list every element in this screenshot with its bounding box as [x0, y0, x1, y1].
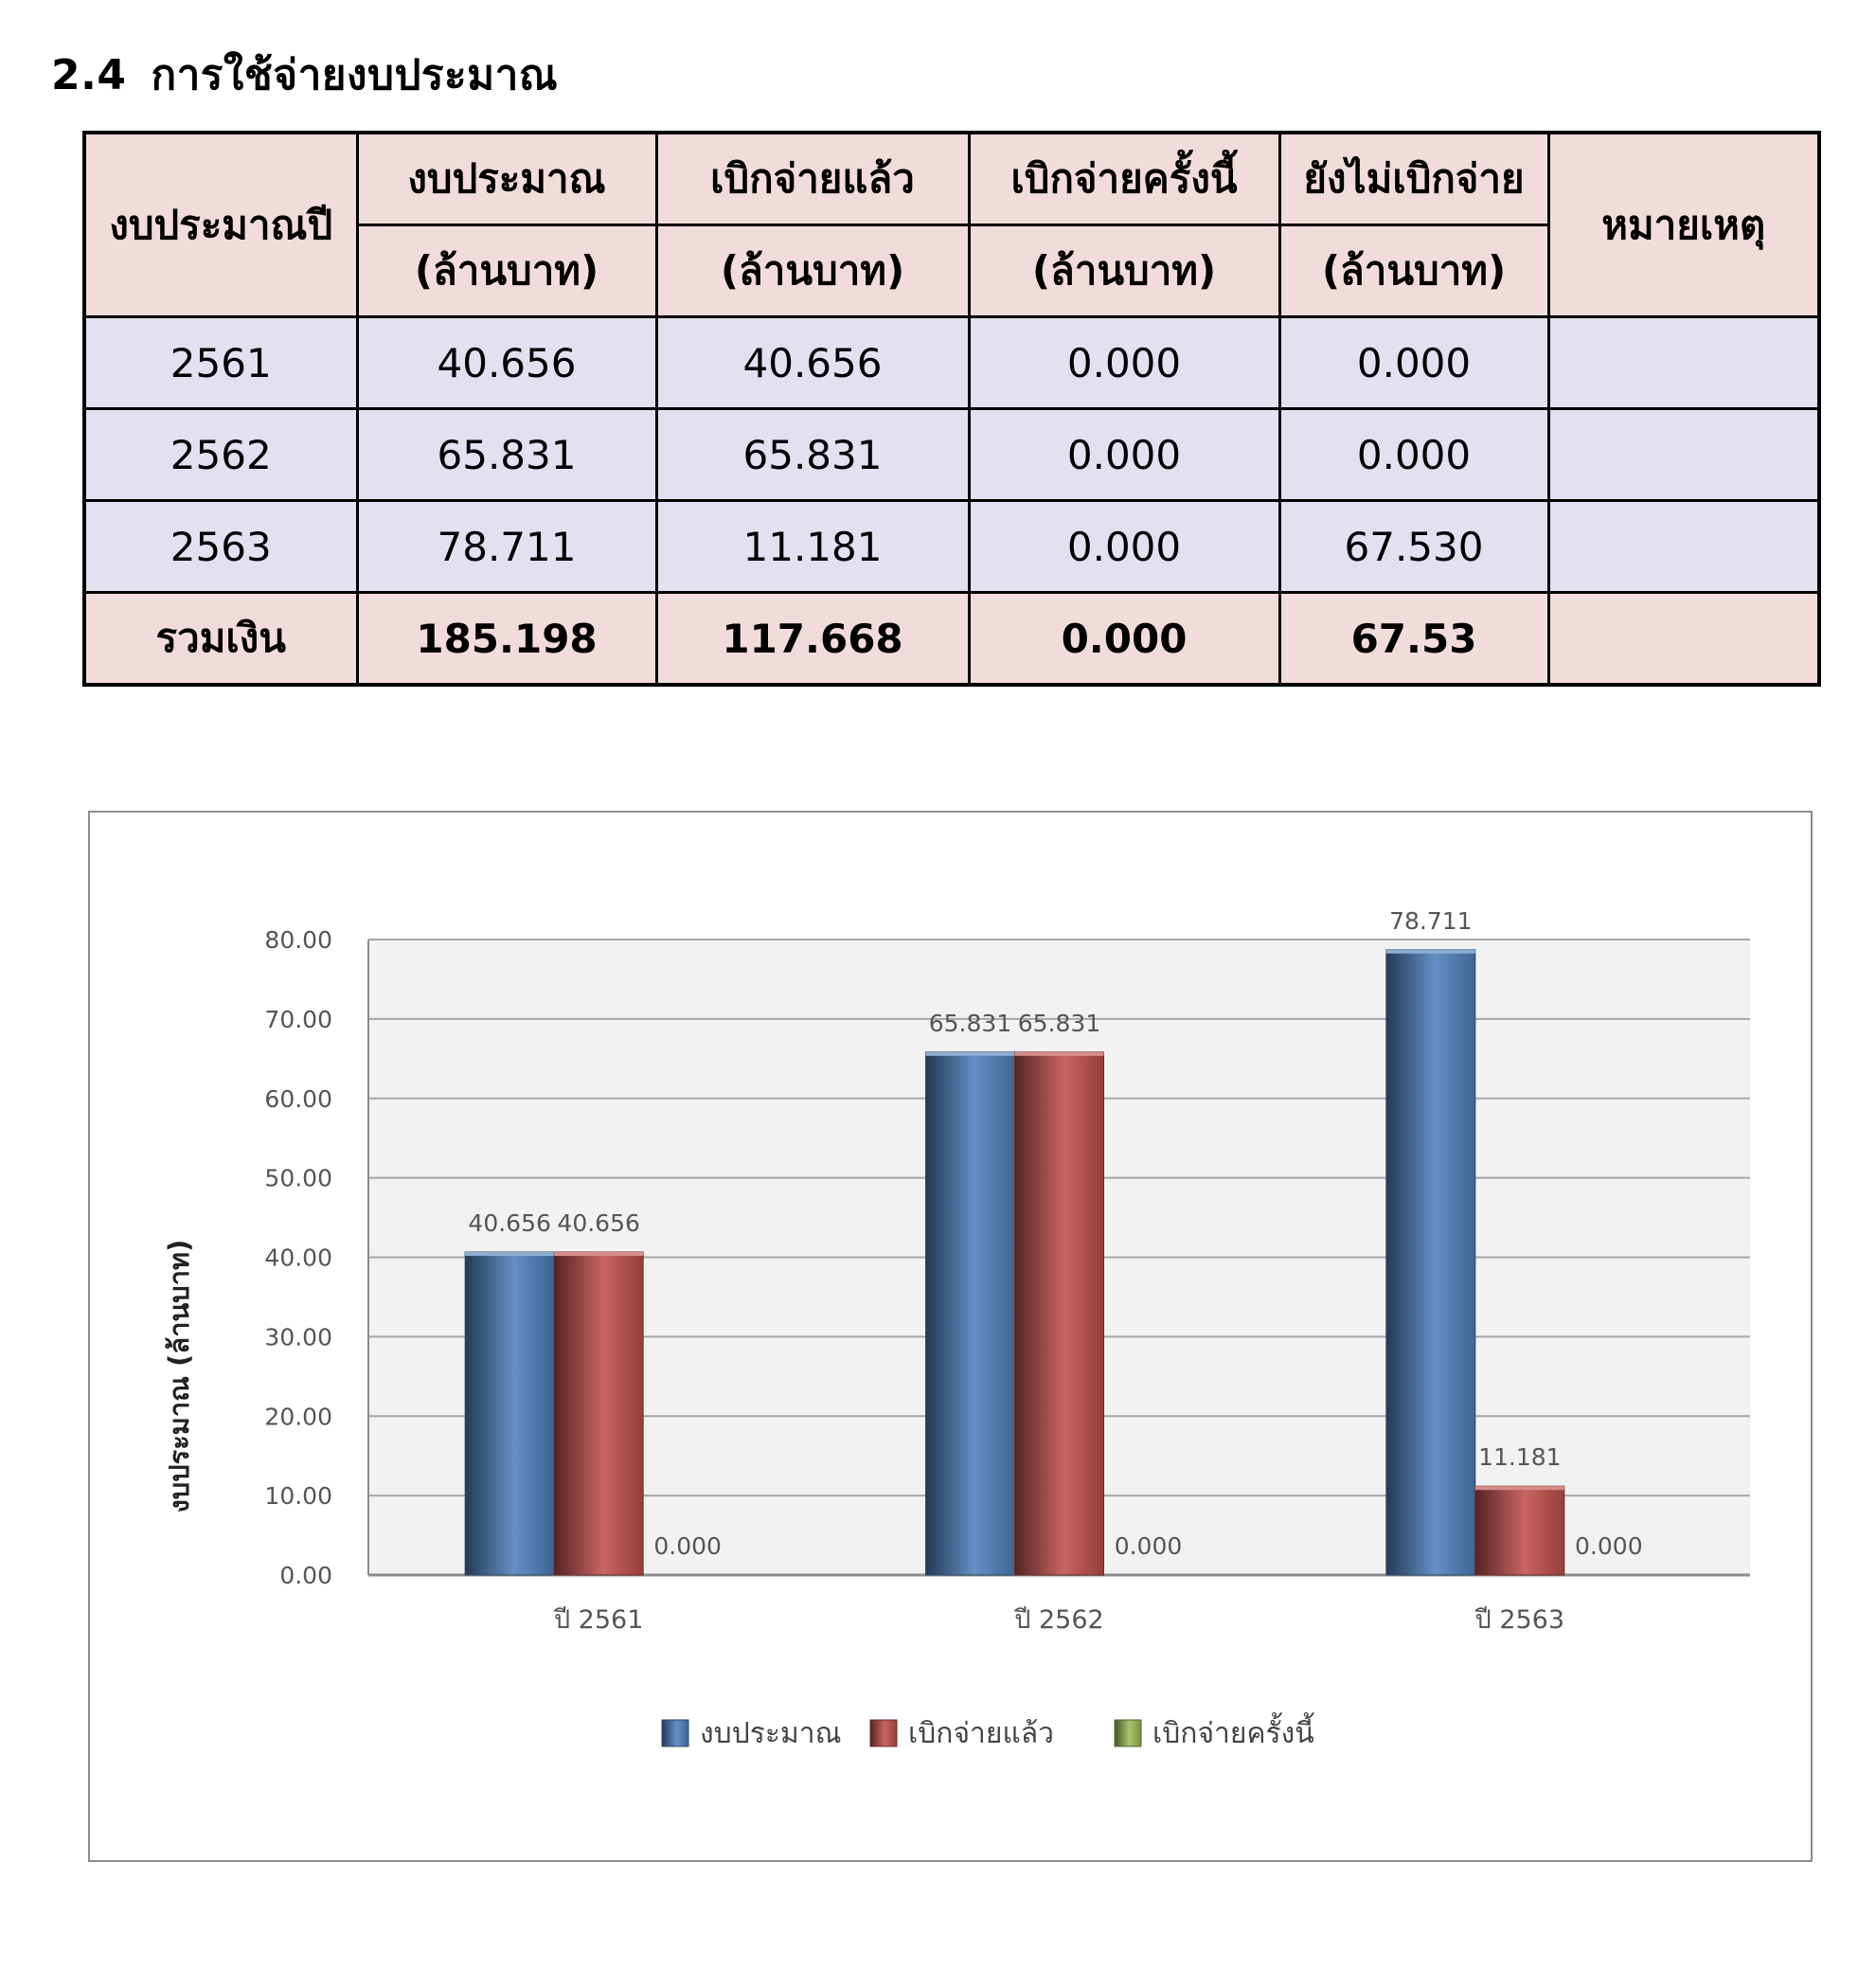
bar-top — [926, 1052, 1015, 1056]
cell-not-disbursed: 0.000 — [1279, 409, 1548, 501]
total-not-disbursed: 67.53 — [1279, 593, 1548, 686]
budget-table — [82, 131, 1821, 687]
data-label: 40.656 — [468, 1208, 551, 1237]
data-label: 78.711 — [1389, 906, 1473, 935]
legend-swatch — [1115, 1720, 1141, 1746]
y-tick-label: 10.00 — [264, 1482, 332, 1511]
cell-remark — [1548, 409, 1819, 501]
x-category-label: ปี 2561 — [553, 1605, 644, 1635]
y-tick-label: 20.00 — [264, 1403, 332, 1431]
cell-not-disbursed: 67.530 — [1279, 501, 1548, 593]
legend — [662, 1712, 1314, 1750]
x-category-label: ปี 2563 — [1474, 1605, 1565, 1635]
cell-budget: 78.711 — [357, 501, 656, 593]
cell-remark — [1548, 317, 1819, 409]
section-title — [51, 42, 558, 108]
legend-label: เบิกจ่ายครั้งนี้ — [1152, 1717, 1314, 1750]
header-budget: งบประมาณ — [357, 133, 656, 225]
table-row — [84, 409, 1819, 501]
total-remark — [1548, 593, 1819, 686]
y-axis-title: งบประมาณ (ล้านบาท) — [163, 1239, 195, 1513]
chart-frame — [88, 811, 1813, 1862]
legend-swatch — [870, 1720, 897, 1746]
cell-disbursed: 65.831 — [656, 409, 969, 501]
cell-year: 2561 — [84, 317, 357, 409]
bar-top — [1386, 950, 1475, 954]
y-tick-label: 70.00 — [264, 1005, 332, 1033]
y-tick-label: 40.00 — [264, 1244, 332, 1272]
section-heading: การใช้จ่ายงบประมาณ — [151, 51, 559, 99]
bar — [465, 1252, 554, 1575]
x-axis-categories — [553, 1605, 1564, 1635]
table-total-row — [84, 593, 1819, 686]
cell-not-disbursed: 0.000 — [1279, 317, 1548, 409]
bar-top — [465, 1252, 554, 1256]
data-label: 40.656 — [557, 1208, 640, 1237]
header-not-disbursed: ยังไม่เบิกจ่าย — [1279, 133, 1548, 225]
cell-this-time: 0.000 — [969, 409, 1279, 501]
bar — [554, 1252, 643, 1575]
x-category-label: ปี 2562 — [1014, 1605, 1104, 1635]
cell-year: 2562 — [84, 409, 357, 501]
legend-swatch — [662, 1720, 688, 1746]
bar — [1386, 950, 1475, 1575]
data-label: 65.831 — [1017, 1009, 1101, 1037]
data-label: 0.000 — [1114, 1532, 1183, 1560]
bar — [1015, 1052, 1104, 1575]
bar-top — [1015, 1052, 1104, 1056]
table-row — [84, 317, 1819, 409]
cell-this-time: 0.000 — [969, 317, 1279, 409]
header-disbursed: เบิกจ่ายแล้ว — [656, 133, 969, 225]
bar-top — [554, 1252, 643, 1256]
table-row — [84, 501, 1819, 593]
unit-not-disbursed: (ล้านบาท) — [1279, 225, 1548, 317]
total-label: รวมเงิน — [84, 593, 357, 686]
y-tick-label: 0.00 — [279, 1562, 332, 1589]
bar — [1475, 1486, 1564, 1575]
cell-disbursed: 40.656 — [656, 317, 969, 409]
data-label: 65.831 — [928, 1009, 1012, 1037]
bar — [926, 1052, 1015, 1575]
header-remark: หมายเหตุ — [1548, 133, 1819, 317]
y-tick-label: 60.00 — [264, 1084, 332, 1113]
data-label: 0.000 — [1575, 1532, 1643, 1560]
y-axis-ticks — [264, 926, 332, 1589]
cell-this-time: 0.000 — [969, 501, 1279, 593]
unit-budget: (ล้านบาท) — [357, 225, 656, 317]
y-tick-label: 50.00 — [264, 1164, 332, 1192]
legend-label: เบิกจ่ายแล้ว — [908, 1717, 1055, 1750]
cell-year: 2563 — [84, 501, 357, 593]
legend-label: งบประมาณ — [700, 1717, 842, 1750]
bar-chart — [90, 813, 1811, 1860]
total-budget: 185.198 — [357, 593, 656, 686]
data-label: 0.000 — [653, 1532, 722, 1560]
cell-remark — [1548, 501, 1819, 593]
y-tick-label: 30.00 — [264, 1323, 332, 1352]
unit-disbursed: (ล้านบาท) — [656, 225, 969, 317]
header-year: งบประมาณปี — [84, 133, 357, 317]
total-this-time: 0.000 — [969, 593, 1279, 686]
header-this-time: เบิกจ่ายครั้งนี้ — [969, 133, 1279, 225]
total-disbursed: 117.668 — [656, 593, 969, 686]
y-tick-label: 80.00 — [264, 926, 332, 954]
data-label: 11.181 — [1478, 1443, 1562, 1472]
bar-top — [1475, 1486, 1564, 1490]
unit-this-time: (ล้านบาท) — [969, 225, 1279, 317]
cell-budget: 40.656 — [357, 317, 656, 409]
cell-disbursed: 11.181 — [656, 501, 969, 593]
section-number: 2.4 — [51, 51, 127, 99]
table-header-row — [84, 133, 1819, 225]
cell-budget: 65.831 — [357, 409, 656, 501]
